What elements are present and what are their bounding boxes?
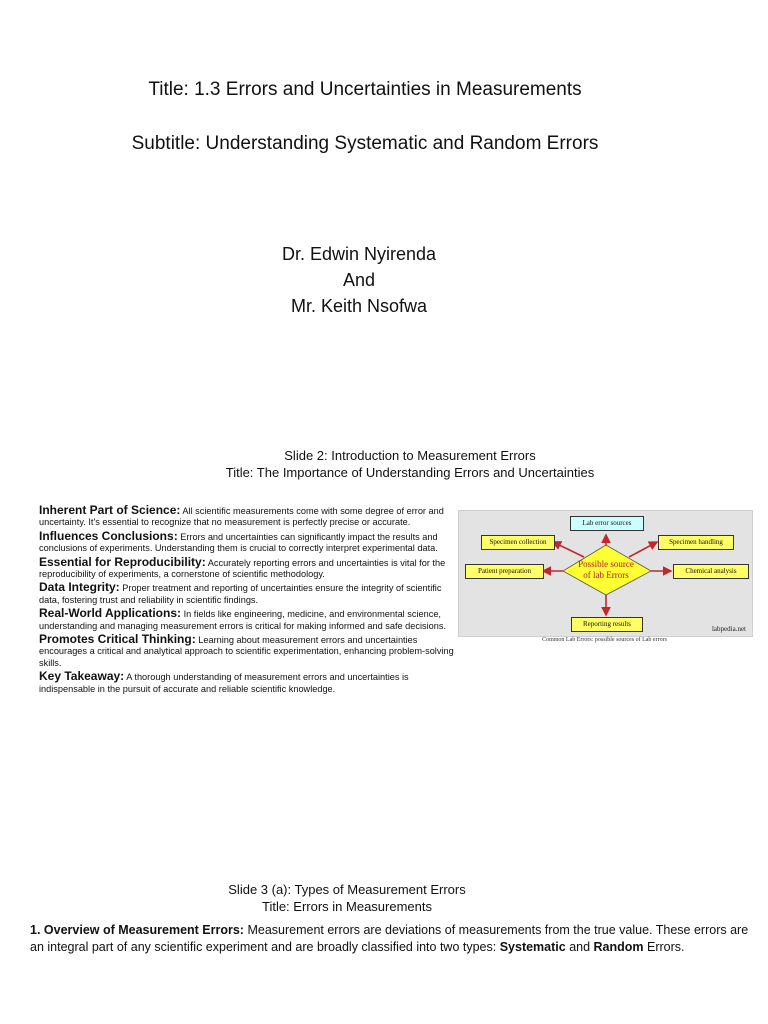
- item-title: Inherent Part of Science:: [39, 503, 181, 517]
- diagram-caption: Common Lab Errors: possible sources of Lab errors: [542, 637, 667, 643]
- overview-label: 1. Overview of Measurement Errors:: [30, 923, 244, 937]
- box-lab-error-sources: Lab error sources: [570, 516, 644, 531]
- item-text: Learning about measurement errors and uncertainties encourages a critical and analytical approach to scientific experimentation, enhancing problem-solving skills.: [39, 635, 454, 668]
- item-text: A thorough understanding of measurement errors and uncertainties is indispensable in the pursuit of accurate and reliable scientific knowledge.: [39, 672, 409, 694]
- box-specimen-handling: Specimen handling: [658, 535, 734, 550]
- item-title: Data Integrity:: [39, 580, 120, 595]
- center-label-line2: of lab Errors: [583, 570, 629, 580]
- box-patient-preparation: Patient preparation: [465, 564, 544, 579]
- box-chemical-analysis: Chemical analysis: [673, 564, 749, 579]
- author-connector: And: [342, 270, 376, 290]
- item-title: Real-World Applications:: [39, 606, 182, 621]
- slide2-item-list: [39, 505, 457, 697]
- item-title: Promotes Critical Thinking:: [39, 632, 196, 647]
- list-item: [39, 528, 457, 555]
- item-title: Essential for Reproducibility:: [39, 554, 206, 569]
- overview-and: and: [565, 940, 594, 954]
- slide3-title: Title: Errors in Measurements: [261, 899, 432, 914]
- item-text: In fields like engineering, medicine, and environmental science, understanding and managing measurement errors is critical for making informed and safe decisions.: [39, 609, 447, 631]
- list-item: [39, 671, 457, 695]
- item-title: Influences Conclusions:: [39, 528, 178, 543]
- overview-tail: Errors.: [643, 940, 685, 954]
- author-2: Mr. Keith Nsofwa: [290, 296, 428, 316]
- box-reporting-results: Reporting results: [571, 617, 643, 632]
- random-term: Random: [593, 940, 644, 954]
- list-item: [39, 634, 457, 669]
- item-text: Proper treatment and reporting of uncertainties ensure the integrity of scientific data, fostering trust and reliability in scientific findings.: [39, 583, 442, 605]
- author-1: Dr. Edwin Nyirenda: [281, 244, 437, 264]
- center-label-line1: Possible source: [578, 559, 634, 569]
- document-title: Title: 1.3 Errors and Uncertainties in Measurements: [148, 79, 582, 100]
- item-title: Key Takeaway:: [39, 669, 125, 684]
- overview-text: Measurement errors are deviations of measurements from the true value. These errors are an integral part of any scientific experiment and are broadly classified into two types:: [30, 923, 749, 954]
- lab-errors-diagram: [458, 510, 753, 637]
- box-specimen-collection: Specimen collection: [481, 535, 555, 550]
- slide2-heading: Slide 2: Introduction to Measurement Errors: [284, 448, 536, 463]
- list-item: [39, 505, 457, 529]
- diagram-watermark: labpedia.net: [711, 625, 746, 633]
- item-text: Errors and uncertainties can significantly impact the results and conclusions of experiments. Understanding them is crucial to correctly interpret experimental data.: [39, 531, 438, 554]
- item-text: Accurately reporting errors and uncertainties is vital for the reproducibility of experiments, a cornerstone of scientific methodology.: [39, 557, 446, 580]
- list-item: [39, 608, 457, 632]
- slide3-heading: Slide 3 (a): Types of Measurement Errors: [228, 882, 466, 897]
- item-text: All scientific measurements come with some degree of error and uncertainty. It's essential to recognize that no measurement is perfectly precise or accurate.: [39, 506, 444, 528]
- list-item: [39, 582, 457, 606]
- list-item: [39, 554, 457, 581]
- document-subtitle: Subtitle: Understanding Systematic and Random Errors: [131, 133, 599, 154]
- overview-paragraph: [30, 922, 750, 956]
- systematic-term: Systematic: [499, 940, 566, 954]
- slide2-title: Title: The Importance of Understanding Errors and Uncertainties: [225, 465, 595, 480]
